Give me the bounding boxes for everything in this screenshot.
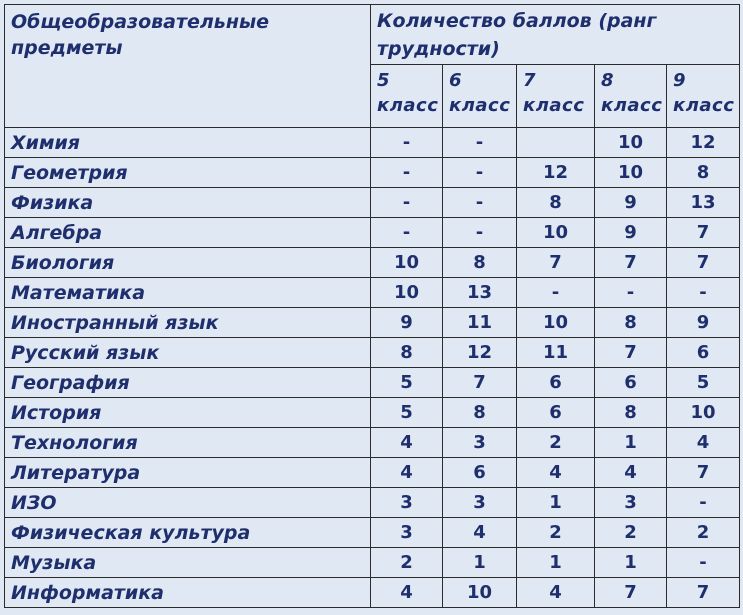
score-cell: 10 <box>595 128 667 158</box>
grade-word: класс <box>449 95 511 116</box>
score-cell: 6 <box>595 368 667 398</box>
score-cell: 9 <box>371 308 443 338</box>
score-cell: 1 <box>595 428 667 458</box>
table-row <box>5 128 740 158</box>
score-cell: - <box>371 158 443 188</box>
subject-name: История <box>5 398 371 428</box>
grade-7-header <box>517 65 595 128</box>
table-row <box>5 308 740 338</box>
score-cell: 4 <box>371 458 443 488</box>
table-row <box>5 248 740 278</box>
score-cell: 8 <box>595 398 667 428</box>
score-cell: 8 <box>595 308 667 338</box>
score-cell: 5 <box>371 368 443 398</box>
score-cell: 6 <box>517 368 595 398</box>
score-cell: 8 <box>443 248 517 278</box>
table-row <box>5 578 740 608</box>
difficulty-table <box>4 4 740 608</box>
table-row <box>5 188 740 218</box>
grade-5-header <box>371 65 443 128</box>
score-cell: 1 <box>517 488 595 518</box>
score-cell: 3 <box>595 488 667 518</box>
score-cell: 13 <box>667 188 740 218</box>
score-cell: 9 <box>595 218 667 248</box>
score-cell: 12 <box>667 128 740 158</box>
score-cell: - <box>517 278 595 308</box>
score-cell: - <box>443 218 517 248</box>
score-cell: 3 <box>371 488 443 518</box>
score-cell: 13 <box>443 278 517 308</box>
score-cell: 8 <box>371 338 443 368</box>
score-group-header: Количество баллов (ранг трудности) <box>371 5 740 65</box>
score-cell: 8 <box>443 398 517 428</box>
score-cell: 10 <box>517 218 595 248</box>
score-cell: 8 <box>517 188 595 218</box>
subject-name: Биология <box>5 248 371 278</box>
score-cell: 7 <box>667 218 740 248</box>
subject-name: Технология <box>5 428 371 458</box>
score-cell: - <box>443 188 517 218</box>
table-row <box>5 488 740 518</box>
score-cell: 2 <box>517 518 595 548</box>
score-cell: 7 <box>595 338 667 368</box>
score-cell: 7 <box>595 248 667 278</box>
score-cell: 4 <box>371 578 443 608</box>
table-row <box>5 398 740 428</box>
score-cell: 8 <box>667 158 740 188</box>
score-cell: - <box>595 278 667 308</box>
score-cell: 5 <box>371 398 443 428</box>
subjects-column-header: Общеобразовательные предметы <box>5 5 371 128</box>
score-cell: 6 <box>443 458 517 488</box>
table-row <box>5 428 740 458</box>
score-cell: - <box>443 128 517 158</box>
score-cell: 10 <box>517 308 595 338</box>
score-cell: 10 <box>667 398 740 428</box>
grade-number: 5 <box>377 70 390 91</box>
table-row <box>5 548 740 578</box>
score-cell: 4 <box>595 458 667 488</box>
table-row <box>5 368 740 398</box>
subject-name: Информатика <box>5 578 371 608</box>
table-row <box>5 458 740 488</box>
score-cell: 7 <box>667 458 740 488</box>
score-cell: 4 <box>371 428 443 458</box>
grade-number: 9 <box>673 70 686 91</box>
score-cell: 11 <box>443 308 517 338</box>
score-cell: 3 <box>443 428 517 458</box>
score-cell: - <box>371 218 443 248</box>
score-cell: 10 <box>371 278 443 308</box>
score-cell: 11 <box>517 338 595 368</box>
score-cell: 5 <box>667 368 740 398</box>
subject-name: Алгебра <box>5 218 371 248</box>
score-cell: 4 <box>517 458 595 488</box>
score-cell: 7 <box>667 578 740 608</box>
score-cell: 3 <box>443 488 517 518</box>
score-cell: 1 <box>443 548 517 578</box>
subject-name: Математика <box>5 278 371 308</box>
grade-6-header <box>443 65 517 128</box>
score-cell: 9 <box>595 188 667 218</box>
score-cell: 7 <box>517 248 595 278</box>
score-cell: 4 <box>443 518 517 548</box>
subject-name: Иностранный язык <box>5 308 371 338</box>
score-cell: 10 <box>443 578 517 608</box>
subject-name: Русский язык <box>5 338 371 368</box>
score-cell: 12 <box>443 338 517 368</box>
score-cell: 10 <box>595 158 667 188</box>
score-cell: 4 <box>667 428 740 458</box>
score-cell: 6 <box>667 338 740 368</box>
grade-number: 7 <box>523 70 536 91</box>
table-row <box>5 518 740 548</box>
grade-word: класс <box>673 95 735 116</box>
grade-number: 6 <box>449 70 462 91</box>
subject-name: География <box>5 368 371 398</box>
score-cell: 2 <box>517 428 595 458</box>
score-cell: - <box>443 158 517 188</box>
table-row <box>5 158 740 188</box>
score-cell: - <box>667 278 740 308</box>
score-cell: 7 <box>595 578 667 608</box>
score-cell: 3 <box>371 518 443 548</box>
subject-name: Музыка <box>5 548 371 578</box>
score-cell: 2 <box>371 548 443 578</box>
table-row <box>5 338 740 368</box>
score-cell: 9 <box>667 308 740 338</box>
score-cell: 1 <box>517 548 595 578</box>
grade-word: класс <box>523 95 585 116</box>
subject-name: ИЗО <box>5 488 371 518</box>
grade-number: 8 <box>601 70 614 91</box>
grade-9-header <box>667 65 740 128</box>
score-cell: 2 <box>595 518 667 548</box>
score-cell: 7 <box>667 248 740 278</box>
score-cell: 10 <box>371 248 443 278</box>
score-cell: 2 <box>667 518 740 548</box>
score-cell: - <box>371 128 443 158</box>
score-cell <box>517 128 595 158</box>
subject-name: Литература <box>5 458 371 488</box>
grade-8-header <box>595 65 667 128</box>
score-cell: - <box>371 188 443 218</box>
subject-name: Физическая культура <box>5 518 371 548</box>
score-cell: 7 <box>443 368 517 398</box>
subject-name: Физика <box>5 188 371 218</box>
score-cell: 12 <box>517 158 595 188</box>
score-cell: - <box>667 548 740 578</box>
table-row <box>5 218 740 248</box>
score-cell: 6 <box>517 398 595 428</box>
table-row <box>5 278 740 308</box>
score-cell: 4 <box>517 578 595 608</box>
score-cell: - <box>667 488 740 518</box>
grade-word: класс <box>601 95 663 116</box>
subject-name: Химия <box>5 128 371 158</box>
subject-name: Геометрия <box>5 158 371 188</box>
grade-word: класс <box>377 95 439 116</box>
score-cell: 1 <box>595 548 667 578</box>
